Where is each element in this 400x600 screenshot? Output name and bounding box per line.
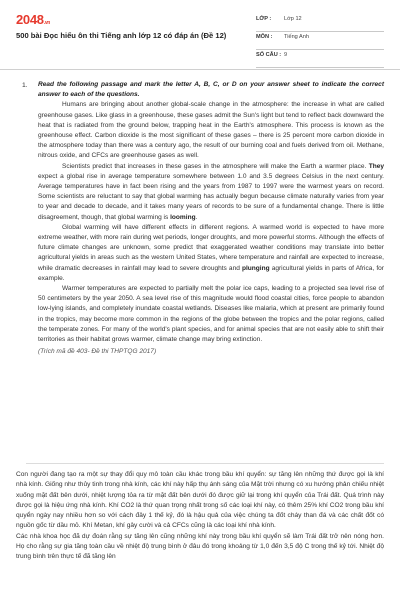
passage-paragraph: Warmer temperatures are expected to partially melt the polar ice caps, leading to a projected sea level rise of 50 centimeters by the year 2050. A sea level rise of this magnitude would flood coastal cities, force people to abandon low-lying islands, and completely inundate coastal wetlands. Diseases like malaria, which at present are primarily found in the tropics, may become more common in the regions of the globe between the tropics and the polar regions, called the temperate zones. For many of the world's plant species, and for animal species that are not easily able to shift their territories as their habitat grows warmer, climate change may bring extinction. [38, 285, 384, 344]
passage-paragraph: Humans are bringing about another global-scale change in the atmosphere: the increase in what are called greenhouse gases. Like glass in a greenhouse, these gases admit the Sun's light but tend to reflect back downward the heat that is radiated from the ground below, trapping heat in the Earth's atmosphere. This process is known as the greenhouse effect. Carbon dioxide is the most significant of these gases – there is 25 percent more carbon dioxide in the atmosphere today than there was a century ago, the result of our burning coal and fuels derived from oil. Methane, nitrous oxide, and CFCs are greenhouse gases as well. [38, 101, 384, 160]
question-instruction: Read the following passage and mark the letter A, B, C, or D on your answer sheet to indicate the correct answer to each of the questions. [38, 81, 384, 99]
translation-paragraph: Các nhà khoa học đã dự đoán rằng sự tăng lên cũng những khí này trong bầu khí quyển sẽ làm Trái đất trở nên nóng hơn. Họ cho rằng sự gia tăng toàn cầu về nhiệt độ trung bình ở đâu đó trong khoảng từ 1,0 đến 3,5 độ C trong thế kỷ tới. Nhiệt độ trung bình trên thực tế đã tăng lên [16, 532, 384, 561]
passage-text: Scientists predict that increases in these gases in the atmosphere will make the Earth a warmer place. [62, 162, 369, 170]
meta-label: SỐ CÂU : [256, 52, 282, 58]
header-divider [0, 69, 400, 70]
page-title: 500 bài Đọc hiểu ôn thi Tiếng anh lớp 12 có đáp án (Đề 12) [16, 31, 227, 40]
site-logo[interactable] [16, 12, 50, 27]
passage-text: Global warming will have different effects in different regions. A warmed world is expected to have more extreme weather, with more rain during wet periods, longer droughts, and more powerful storms. Although the effects of future climate changes are unknown, some predict that exaggerated weather conditions may translate into better agricultural yields in areas such as the western United States, where temperature and rainfall are expected to increase, while dramatic decreases in rainfall may lead to severe droughts and [38, 223, 384, 272]
passage-text: . [195, 213, 198, 221]
meta-label: LỚP : [256, 16, 272, 22]
highlighted-word: looming [170, 213, 196, 221]
highlighted-word: They [368, 162, 384, 170]
meta-value: 9 [284, 52, 288, 58]
meta-row-class [256, 16, 384, 32]
passage-text: agricultural yields in parts of Africa, for example. [38, 264, 384, 282]
logo-text: 2048 [16, 12, 44, 27]
section-divider [26, 463, 384, 464]
question-number: 1. [22, 82, 28, 89]
translation-paragraph: Con người đang tạo ra một sự thay đổi quy mô toàn cầu khác trong bầu khí quyển: sự tăng lên những thứ được gọi là khí nhà kính. Giống như thủy tinh trong nhà kính, các khí này hấp thụ ánh sáng của Mặt trời nhưng có xu hướng phản chiếu nhiệt xuống mặt đất bên dưới, nhiệt lượng tỏa ra từ mặt đất bên dưới đó được giữ lại trong khí quyển của Trái đất. Quá trình này được gọi là hiệu ứng nhà kính. Khí CO2 là thứ quan trọng nhất trong số các loại khí này, có thêm 25% khí CO2 trong bầu khí quyển ngày nay nhiều hơn so với cách đây 1 thế kỷ, đó là hậu quả của việc chúng ta đốt cháy than đá và các chất đốt có nguồn gốc từ dầu mỏ. Khí Metan, khí gây cười và cả CFCs cũng là các loại khí nhà kính. [16, 471, 384, 530]
meta-value: Tiếng Anh [284, 34, 309, 40]
meta-row-question-count [256, 52, 384, 68]
passage-text: expect a global rise in average temperature somewhere between 1.0 and 3.5 degrees Celsius in the next century. Average temperatures have in fact been rising and the years from 1987 to 1997 were the warmest years on record. Some scientists are reluctant to say that global warming has actually begun because climate naturally varies from year to year and decade to decade, and it takes many years of records to be sure of a fundamental change. There is little disagreement, though, that global warming is [38, 172, 384, 221]
meta-row-subject [256, 34, 384, 50]
passage-paragraph [38, 162, 384, 223]
passage-paragraph [38, 223, 384, 284]
passage-source: (Trích mã đề 403- Đề thi THPTQG 2017) [38, 348, 157, 356]
translation-section [16, 470, 384, 563]
meta-label: MÔN : [256, 34, 273, 40]
logo-suffix: .vn [43, 20, 51, 26]
meta-value: Lớp 12 [284, 16, 302, 22]
highlighted-word: plunging [241, 264, 270, 272]
document-meta [256, 16, 384, 70]
question-body [38, 80, 384, 357]
